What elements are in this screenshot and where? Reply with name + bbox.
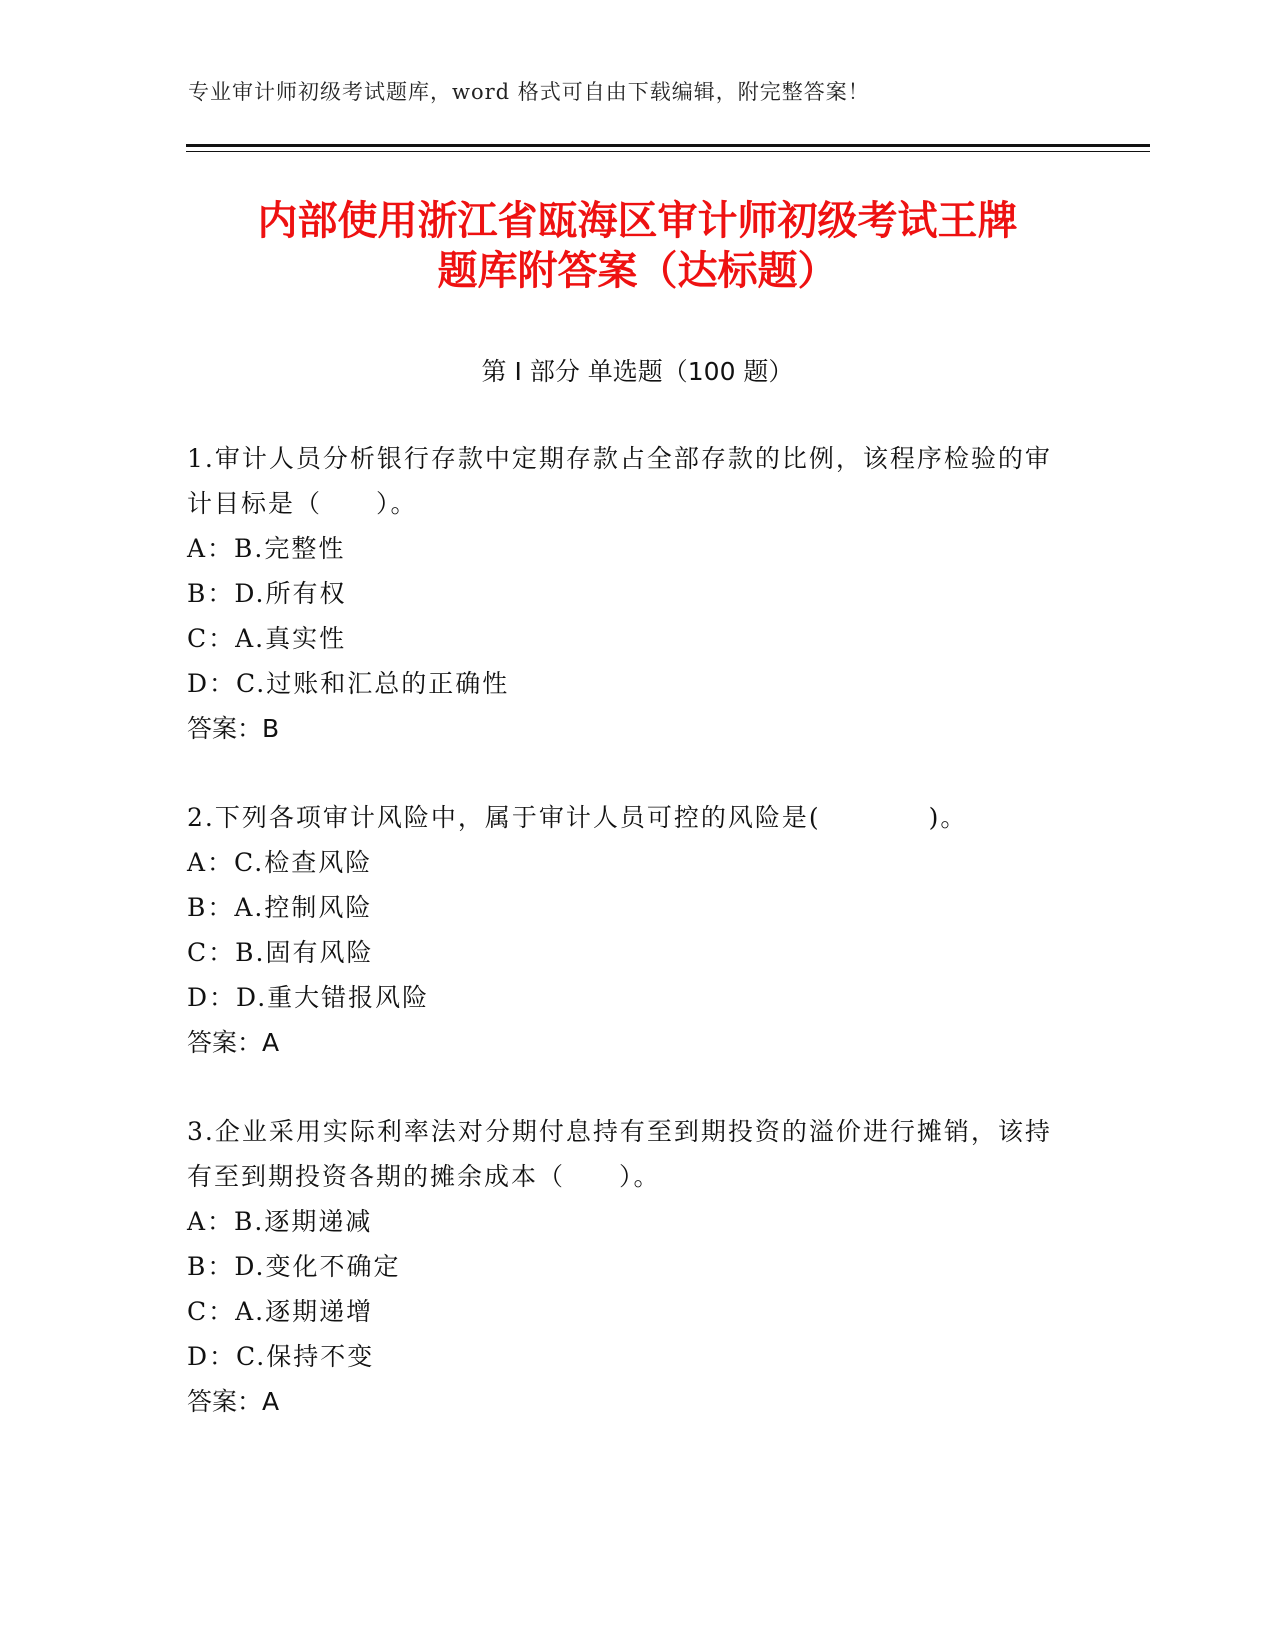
- option-d: D：C.保持不变: [187, 1342, 375, 1371]
- question-text: 1.审计人员分析银行存款中定期存款占全部存款的比例，该程序检验的审计目标是（ ）。: [187, 444, 1052, 518]
- question-2: [187, 795, 1067, 1065]
- header-note: 专业审计师初级考试题库，word 格式可自由下载编辑，附完整答案！: [188, 80, 870, 104]
- question-text: 3.企业采用实际利率法对分期付息持有至到期投资的溢价进行摊销，该持有至到期投资各期的摊余成本（ ）。: [187, 1117, 1052, 1191]
- option-a: A：B.完整性: [187, 534, 346, 563]
- question-list: [187, 436, 1067, 1468]
- option-c: C：B.固有风险: [187, 938, 374, 967]
- document-title: [150, 196, 1125, 296]
- option-c: C：A.逐期递增: [187, 1297, 374, 1326]
- header-divider-thin: [186, 151, 1150, 152]
- option-d: D：D.重大错报风险: [187, 983, 430, 1012]
- header-divider-thick: [186, 144, 1150, 147]
- answer: 答案：A: [187, 1028, 280, 1057]
- question-text: 2.下列各项审计风险中，属于审计人员可控的风险是( )。: [187, 803, 968, 832]
- option-b: B：A.控制风险: [187, 893, 373, 922]
- answer: 答案：B: [187, 714, 280, 743]
- question-3: [187, 1109, 1067, 1424]
- question-1: [187, 436, 1067, 751]
- option-c: C：A.真实性: [187, 624, 347, 653]
- section-heading: 第 I 部分 单选题（100 题）: [481, 357, 794, 386]
- document-title-line1: 内部使用浙江省瓯海区审计师初级考试王牌: [257, 198, 1018, 244]
- option-b: B：D.所有权: [187, 579, 347, 608]
- option-a: A：C.检查风险: [187, 848, 373, 877]
- option-a: A：B.逐期递减: [187, 1207, 373, 1236]
- option-d: D：C.过账和汇总的正确性: [187, 669, 510, 698]
- document-title-line2: 题库附答案（达标题）: [437, 248, 838, 294]
- answer: 答案：A: [187, 1387, 280, 1416]
- option-b: B：D.变化不确定: [187, 1252, 401, 1281]
